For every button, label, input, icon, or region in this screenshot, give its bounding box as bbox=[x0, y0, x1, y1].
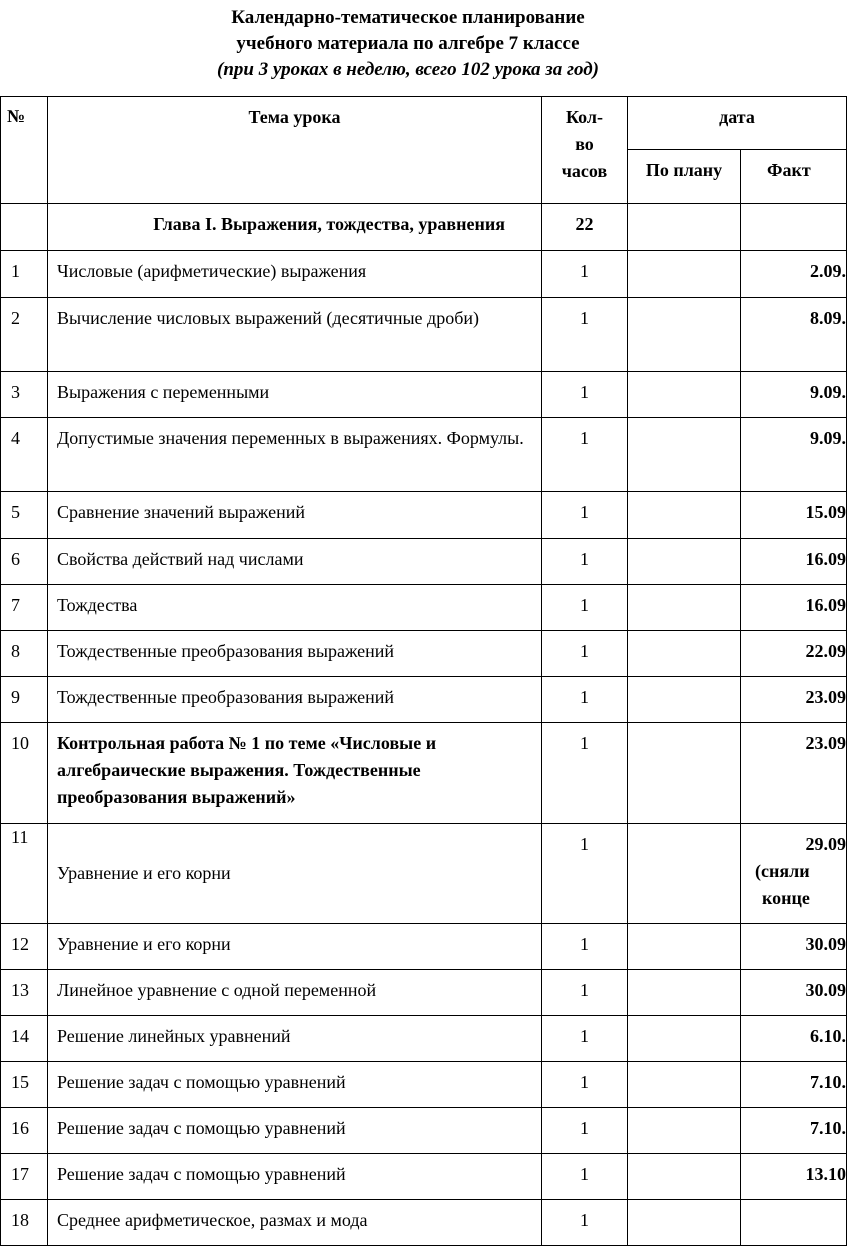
row-num: 8 bbox=[1, 631, 48, 677]
row-plan bbox=[628, 677, 741, 723]
row-fact: 30.09 bbox=[741, 970, 847, 1016]
row-hours: 1 bbox=[542, 677, 628, 723]
row-num: 3 bbox=[1, 372, 48, 418]
row-topic: Решение задач с помощью уравнений bbox=[48, 1062, 542, 1108]
row-fact: 7.10. bbox=[741, 1108, 847, 1154]
row-plan bbox=[628, 251, 741, 298]
row-plan bbox=[628, 1108, 741, 1154]
row-hours: 1 bbox=[542, 251, 628, 298]
table-row bbox=[1, 372, 847, 418]
row-plan bbox=[628, 539, 741, 585]
row-num: 7 bbox=[1, 585, 48, 631]
row-plan bbox=[628, 585, 741, 631]
column-header-num: № bbox=[1, 97, 48, 204]
row-fact: 16.09 bbox=[741, 539, 847, 585]
table-header-row bbox=[1, 97, 847, 150]
row-hours: 1 bbox=[542, 585, 628, 631]
row-hours: 1 bbox=[542, 298, 628, 372]
row-hours: 1 bbox=[542, 372, 628, 418]
row-plan bbox=[628, 924, 741, 970]
row-topic: Тождества bbox=[48, 585, 542, 631]
row-hours: 1 bbox=[542, 1154, 628, 1200]
table-row bbox=[1, 585, 847, 631]
row-plan bbox=[628, 298, 741, 372]
row-hours: 1 bbox=[542, 824, 628, 924]
table-row bbox=[1, 824, 847, 924]
row-topic: Решение задач с помощью уравнений bbox=[48, 1154, 542, 1200]
row-fact-multiline bbox=[741, 824, 847, 924]
chapter-hours: 22 bbox=[542, 204, 628, 251]
row-hours: 1 bbox=[542, 1016, 628, 1062]
row-topic: Свойства действий над числами bbox=[48, 539, 542, 585]
row-topic: Уравнение и его корни bbox=[48, 824, 542, 924]
row-num: 17 bbox=[1, 1154, 48, 1200]
row-topic: Вычисление числовых выражений (десятичные дроби) bbox=[48, 298, 542, 372]
row-hours: 1 bbox=[542, 492, 628, 539]
row-num: 15 bbox=[1, 1062, 48, 1108]
row-topic: Решение задач с помощью уравнений bbox=[48, 1108, 542, 1154]
row-topic: Допустимые значения переменных в выражениях. Формулы. bbox=[48, 418, 542, 492]
row-fact: 29.09 bbox=[805, 834, 847, 854]
column-header-fact: Факт bbox=[741, 150, 847, 204]
table-row bbox=[1, 418, 847, 492]
row-plan bbox=[628, 970, 741, 1016]
row-num: 14 bbox=[1, 1016, 48, 1062]
row-fact: 23.09 bbox=[741, 723, 847, 824]
page-subtitle: учебного материала по алгебре 7 классе bbox=[236, 33, 580, 54]
row-num: 4 bbox=[1, 418, 48, 492]
row-plan bbox=[628, 492, 741, 539]
row-topic: Среднее арифметическое, размах и мода bbox=[48, 1200, 542, 1246]
table-row bbox=[1, 1200, 847, 1246]
row-plan bbox=[628, 1062, 741, 1108]
row-topic: Тождественные преобразования выражений bbox=[48, 631, 542, 677]
row-num: 12 bbox=[1, 924, 48, 970]
chapter-num-cell bbox=[1, 204, 48, 251]
row-fact: 7.10. bbox=[741, 1062, 847, 1108]
table-row bbox=[1, 1154, 847, 1200]
row-topic: Тождественные преобразования выражений bbox=[48, 677, 542, 723]
row-hours: 1 bbox=[542, 723, 628, 824]
table-row bbox=[1, 251, 847, 298]
row-hours: 1 bbox=[542, 1200, 628, 1246]
table-row bbox=[1, 970, 847, 1016]
row-topic: Решение линейных уравнений bbox=[48, 1016, 542, 1062]
row-hours: 1 bbox=[542, 418, 628, 492]
row-num: 5 bbox=[1, 492, 48, 539]
row-plan bbox=[628, 723, 741, 824]
row-fact bbox=[741, 1200, 847, 1246]
column-header-date: дата bbox=[628, 97, 847, 150]
row-num: 2 bbox=[1, 298, 48, 372]
row-topic: Линейное уравнение с одной переменной bbox=[48, 970, 542, 1016]
row-num: 16 bbox=[1, 1108, 48, 1154]
lesson-plan-table bbox=[0, 96, 847, 1246]
row-topic: Выражения с переменными bbox=[48, 372, 542, 418]
row-fact: 6.10. bbox=[741, 1016, 847, 1062]
row-num: 13 bbox=[1, 970, 48, 1016]
table-row bbox=[1, 677, 847, 723]
row-num: 6 bbox=[1, 539, 48, 585]
row-topic: Сравнение значений выражений bbox=[48, 492, 542, 539]
row-fact: 9.09. bbox=[741, 372, 847, 418]
row-hours: 1 bbox=[542, 1108, 628, 1154]
row-num: 18 bbox=[1, 1200, 48, 1246]
row-plan bbox=[628, 1154, 741, 1200]
chapter-row bbox=[1, 204, 847, 251]
row-num: 10 bbox=[1, 723, 48, 824]
row-fact-note-2: конце bbox=[762, 888, 810, 908]
row-hours: 1 bbox=[542, 539, 628, 585]
row-plan bbox=[628, 372, 741, 418]
row-fact-note-1: (сняли bbox=[755, 861, 810, 881]
chapter-title: Глава I. Выражения, тождества, уравнения bbox=[48, 204, 542, 251]
row-fact: 9.09. bbox=[741, 418, 847, 492]
row-topic: Числовые (арифметические) выражения bbox=[48, 251, 542, 298]
row-hours: 1 bbox=[542, 631, 628, 677]
row-hours: 1 bbox=[542, 970, 628, 1016]
table-row bbox=[1, 1016, 847, 1062]
row-plan bbox=[628, 824, 741, 924]
row-plan bbox=[628, 418, 741, 492]
row-hours: 1 bbox=[542, 1062, 628, 1108]
page-note: (при 3 уроках в неделю, всего 102 урока за год) bbox=[217, 59, 599, 80]
page-title: Календарно-тематическое планирование bbox=[231, 7, 585, 28]
row-fact: 15.09 bbox=[741, 492, 847, 539]
column-header-topic: Тема урока bbox=[48, 97, 542, 204]
column-header-plan: По плану bbox=[628, 150, 741, 204]
column-header-hours: Кол-во часов bbox=[542, 97, 628, 204]
row-fact: 13.10 bbox=[741, 1154, 847, 1200]
row-fact: 22.09 bbox=[741, 631, 847, 677]
table-row bbox=[1, 723, 847, 824]
row-hours: 1 bbox=[542, 924, 628, 970]
row-plan bbox=[628, 1200, 741, 1246]
table-row bbox=[1, 924, 847, 970]
table-row bbox=[1, 1062, 847, 1108]
row-fact: 16.09 bbox=[741, 585, 847, 631]
row-num: 1 bbox=[1, 251, 48, 298]
row-fact: 23.09 bbox=[741, 677, 847, 723]
row-fact: 30.09 bbox=[741, 924, 847, 970]
row-num: 9 bbox=[1, 677, 48, 723]
table-row bbox=[1, 492, 847, 539]
table-row bbox=[1, 1108, 847, 1154]
row-topic: Уравнение и его корни bbox=[48, 924, 542, 970]
row-fact: 2.09. bbox=[741, 251, 847, 298]
chapter-plan-cell bbox=[628, 204, 741, 251]
row-plan bbox=[628, 1016, 741, 1062]
row-num: 11 bbox=[1, 824, 48, 924]
table-row bbox=[1, 539, 847, 585]
row-fact: 8.09. bbox=[741, 298, 847, 372]
table-row bbox=[1, 631, 847, 677]
table-row bbox=[1, 298, 847, 372]
row-plan bbox=[628, 631, 741, 677]
chapter-fact-cell bbox=[741, 204, 847, 251]
row-topic: Контрольная работа № 1 по теме «Числовые и алгебраические выражения. Тождественные преобразования выражений» bbox=[48, 723, 542, 824]
